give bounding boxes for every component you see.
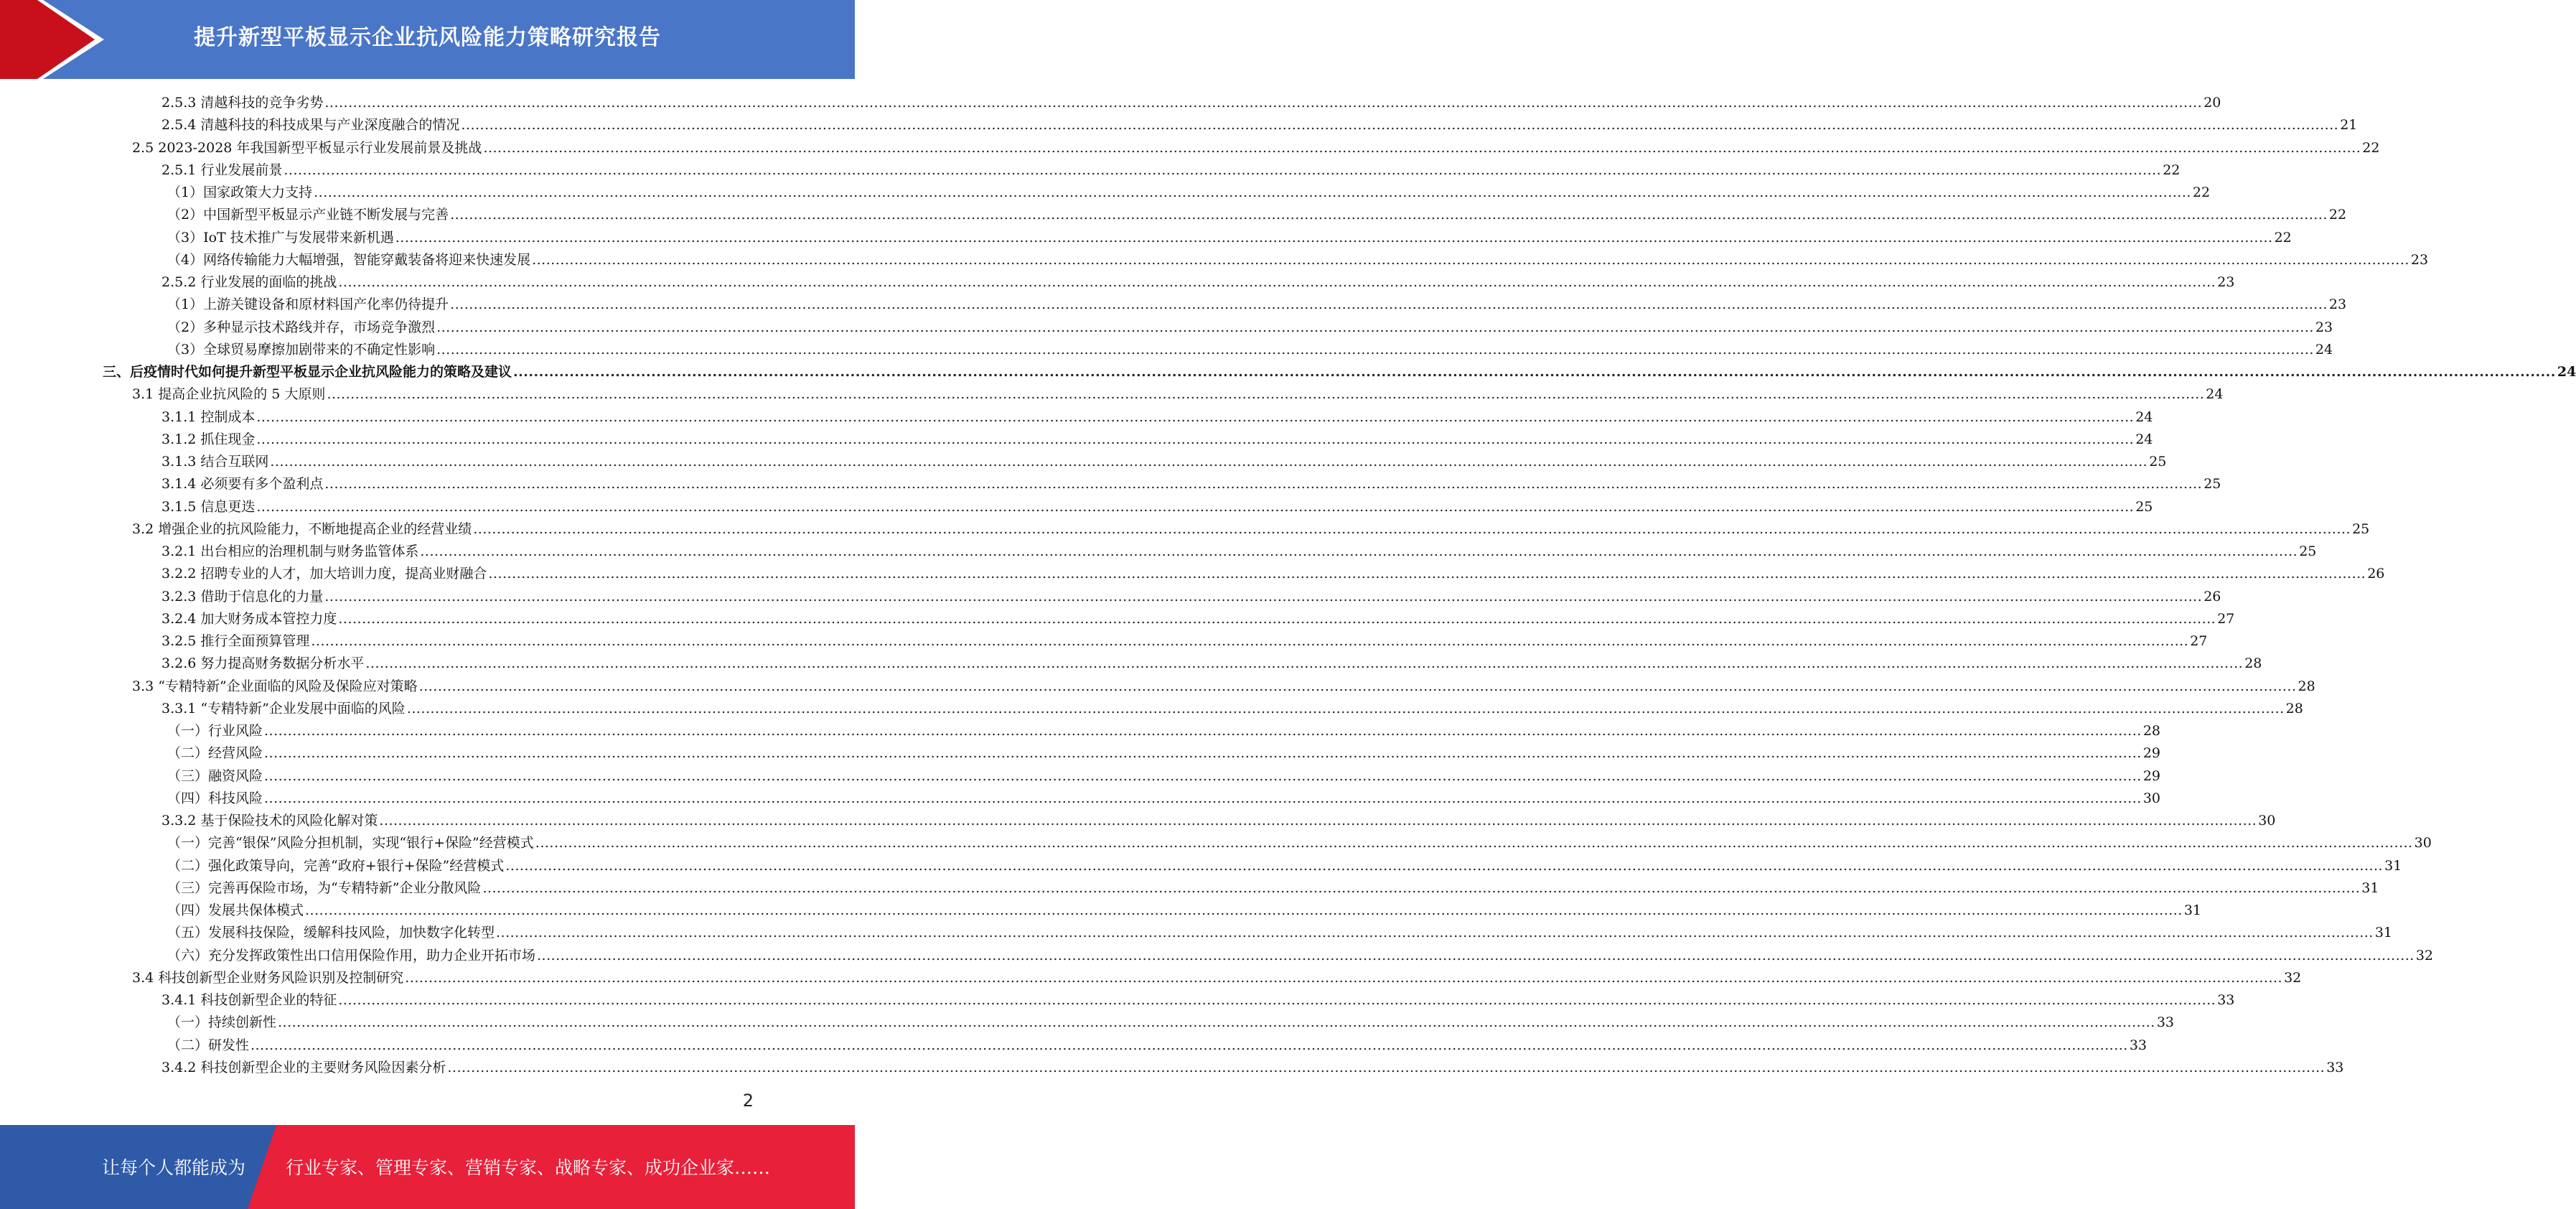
toc-entry-page: 33 [2129,1037,2148,1053]
toc-entry-page: 25 [2135,499,2153,515]
toc-entry-page: 22 [2163,162,2181,178]
document-title: 提升新型平板显示企业抗风险能力策略研究报告 [194,25,661,50]
toc-entry[interactable] [132,137,2380,159]
toc-leader-dots: ................................................................................................................................................................................................................................................................................................................................................................................................................ [327,386,2205,402]
toc-entry[interactable] [161,92,2221,113]
toc-entry[interactable] [167,227,2292,248]
toc-entry-page: 24 [2135,409,2153,425]
toc-leader-dots: ................................................................................................................................................................................................................................................................................................................................................................................................................ [365,655,2244,671]
toc-entry-title: 3.2 增强企业的抗风险能力，不断地提高企业的经营业绩 [132,521,472,537]
toc-entry-title: 2.5.2 行业发展的面临的挑战 [161,274,337,290]
toc-entry[interactable] [161,451,2167,472]
toc-leader-dots: ................................................................................................................................................................................................................................................................................................................................................................................................................ [278,1014,2155,1030]
toc-entry-title: （4）网络传输能力大幅增强，智能穿戴装备将迎来快速发展 [167,252,531,268]
toc-leader-dots: ................................................................................................................................................................................................................................................................................................................................................................................................................ [450,207,2328,223]
toc-entry-page: 28 [2298,678,2315,694]
toc-entry[interactable] [161,586,2221,607]
toc-entry-page: 30 [2258,813,2276,828]
toc-entry-title: （四）科技风险 [167,790,263,806]
toc-entry-title: 3.1.1 控制成本 [161,409,256,425]
toc-entry-page: 24 [2557,364,2576,380]
toc-entry[interactable] [161,810,2276,831]
toc-entry-title: （一）完善“银保”风险分担机制，实现“银行+保险”经营模式 [167,835,534,851]
toc-entry-page: 31 [2183,902,2202,918]
toc-entry-title: 3.2.4 加大财务成本管控力度 [161,611,337,627]
toc-entry[interactable] [167,1012,2175,1033]
toc-entry-title: 3.4.1 科技创新型企业的特征 [161,992,337,1008]
toc-entry-title: （一）行业风险 [167,723,263,739]
toc-entry-title: 2.5.1 行业发展前景 [161,162,283,178]
toc-entry-page: 22 [2192,185,2211,200]
toc-entry[interactable] [161,1057,2344,1078]
toc-entry-title: （三）完善再保险市场，为“专精特新”企业分散风险 [167,880,482,896]
toc-entry-page: 26 [2367,566,2385,582]
toc-leader-dots: ................................................................................................................................................................................................................................................................................................................................................................................................................ [311,633,2189,649]
toc-entry-title: 3.1.3 结合互联网 [161,454,269,470]
toc-entry-title: （1）国家政策大力支持 [167,185,313,200]
toc-entry-title: 3.2.5 推行全面预算管理 [161,633,310,649]
toc-leader-dots: ................................................................................................................................................................................................................................................................................................................................................................................................................ [447,1060,2326,1075]
toc-entry[interactable] [161,496,2153,518]
page-footer [0,1125,855,1209]
toc-entry-title: 3.3.1 “专精特新”企业发展中面临的风险 [161,701,406,716]
toc-leader-dots: ................................................................................................................................................................................................................................................................................................................................................................................................................ [513,364,2556,380]
toc-leader-dots: ................................................................................................................................................................................................................................................................................................................................................................................................................ [406,701,2285,716]
toc-entry[interactable] [161,541,2317,562]
header-arrow-graphic [0,0,115,79]
toc-leader-dots: ................................................................................................................................................................................................................................................................................................................................................................................................................ [270,454,2148,470]
toc-entry-title: （3）IoT 技术推广与发展带来新机遇 [167,230,394,246]
toc-entry-page: 33 [2217,992,2235,1008]
toc-entry-title: 2.5.4 清越科技的科技成果与产业深度融合的情况 [161,117,460,133]
toc-entry-page: 24 [2135,431,2153,447]
toc-leader-dots: ................................................................................................................................................................................................................................................................................................................................................................................................................ [250,1037,2128,1053]
toc-entry[interactable] [161,608,2235,630]
toc-entry-title: 3.4 科技创新型企业财务风险识别及控制研究 [132,970,404,986]
toc-entry[interactable] [167,249,2429,271]
toc-leader-dots: ................................................................................................................................................................................................................................................................................................................................................................................................................ [338,274,2216,290]
toc-entry-title: （三）融资风险 [167,768,263,784]
toc-entry[interactable] [167,900,2202,921]
toc-entry-page: 22 [2362,140,2380,156]
toc-entry[interactable] [167,294,2347,315]
toc-entry-title: 3.2.6 努力提高财务数据分析水平 [161,655,365,671]
toc-leader-dots: ................................................................................................................................................................................................................................................................................................................................................................................................................ [324,95,2203,111]
toc-leader-dots: ................................................................................................................................................................................................................................................................................................................................................................................................................ [483,140,2361,156]
toc-leader-dots: ................................................................................................................................................................................................................................................................................................................................................................................................................ [324,476,2203,492]
page-number: 2 [742,1091,754,1111]
toc-leader-dots: ................................................................................................................................................................................................................................................................................................................................................................................................................ [420,543,2298,559]
toc-entry[interactable] [132,676,2315,697]
toc-entry-title: （五）发展科技保险，缓解科技风险，加快数字化转型 [167,925,495,940]
toc-entry-page: 31 [2374,925,2393,940]
toc-entry[interactable] [161,114,2358,136]
toc-leader-dots: ................................................................................................................................................................................................................................................................................................................................................................................................................ [256,431,2135,447]
page-header [0,0,855,79]
toc-entry-title: 2.5.3 清越科技的竞争劣势 [161,95,324,111]
toc-entry-page: 24 [2315,342,2333,358]
toc-entry[interactable] [167,877,2379,899]
toc-entry[interactable] [161,698,2303,719]
toc-entry[interactable] [161,473,2221,495]
toc-leader-dots: ................................................................................................................................................................................................................................................................................................................................................................................................................ [284,162,2162,178]
toc-entry-page: 27 [2217,611,2235,627]
toc-entry-page: 33 [2156,1014,2175,1030]
toc-leader-dots: ................................................................................................................................................................................................................................................................................................................................................................................................................ [418,678,2297,694]
toc-entry-page: 33 [2326,1060,2344,1075]
toc-leader-dots: ................................................................................................................................................................................................................................................................................................................................................................................................................ [264,790,2142,806]
toc-leader-dots: ................................................................................................................................................................................................................................................................................................................................................................................................................ [256,409,2135,425]
toc-leader-dots: ................................................................................................................................................................................................................................................................................................................................................................................................................ [305,902,2183,918]
toc-entry-title: 3.2.3 借助于信息化的力量 [161,589,324,604]
toc-entry-page: 30 [2142,790,2161,806]
toc-leader-dots: ................................................................................................................................................................................................................................................................................................................................................................................................................ [338,611,2216,627]
toc-entry[interactable] [167,855,2402,877]
toc-entry-title: 2.5 2023-2028 年我国新型平板显示行业发展前景及挑战 [132,140,482,156]
toc-leader-dots: ................................................................................................................................................................................................................................................................................................................................................................................................................ [324,589,2203,604]
toc-leader-dots: ................................................................................................................................................................................................................................................................................................................................................................................................................ [505,858,2384,874]
toc-entry-title: 3.2.1 出台相应的治理机制与财务监管体系 [161,543,419,559]
toc-entry[interactable] [132,518,2370,540]
toc-entry-page: 25 [2299,543,2317,559]
toc-entry-title: （2）中国新型平板显示产业链不断发展与完善 [167,207,449,223]
toc-entry-page: 22 [2328,207,2347,223]
toc-entry-title: （二）研发性 [167,1037,250,1053]
toc-leader-dots: ................................................................................................................................................................................................................................................................................................................................................................................................................ [436,342,2314,358]
toc-entry-title: （3）全球贸易摩擦加剧带来的不确定性影响 [167,342,436,358]
toc-entry-page: 21 [2340,117,2358,133]
toc-entry[interactable] [161,563,2385,584]
toc-entry-title: （四）发展共保体模式 [167,902,304,918]
toc-entry-title: 3.3.2 基于保险技术的风险化解对策 [161,813,378,828]
toc-entry-title: （2）多种显示技术路线并存，市场竞争激烈 [167,319,436,335]
footer-slogan-left: 让每个人都能成为 [102,1157,246,1178]
toc-entry-page: 27 [2190,633,2208,649]
toc-leader-dots: ................................................................................................................................................................................................................................................................................................................................................................................................................ [473,521,2351,537]
toc-leader-dots: ................................................................................................................................................................................................................................................................................................................................................................................................................ [535,835,2413,851]
toc-entry[interactable] [167,720,2161,742]
toc-entry[interactable] [167,788,2161,809]
toc-entry-title: （二）强化政策导向，完善“政府+银行+保险”经营模式 [167,858,505,874]
toc-leader-dots: ................................................................................................................................................................................................................................................................................................................................................................................................................ [264,745,2142,761]
toc-leader-dots: ................................................................................................................................................................................................................................................................................................................................................................................................................ [379,813,2257,828]
toc-entry-title: （一）持续创新性 [167,1014,277,1030]
toc-entry-page: 26 [2203,589,2221,604]
toc-entry-title: 3.1.2 抓住现金 [161,431,256,447]
toc-entry-title: 三、后疫情时代如何提升新型平板显示企业抗风险能力的策略及建议 [103,364,512,380]
toc-entry[interactable] [161,271,2235,293]
toc-entry[interactable] [161,406,2153,428]
toc-leader-dots: ................................................................................................................................................................................................................................................................................................................................................................................................................ [314,185,2191,200]
toc-entry[interactable] [167,765,2161,787]
toc-entry-page: 29 [2142,745,2161,761]
toc-leader-dots: ................................................................................................................................................................................................................................................................................................................................................................................................................ [264,723,2142,739]
toc-entry-title: 3.1.5 信息更迭 [161,499,256,515]
toc-entry-title: 3.4.2 科技创新型企业的主要财务风险因素分析 [161,1060,446,1075]
toc-entry[interactable] [161,653,2262,674]
toc-leader-dots: ................................................................................................................................................................................................................................................................................................................................................................................................................ [450,297,2328,312]
toc-entry-page: 22 [2274,230,2292,246]
toc-leader-dots: ................................................................................................................................................................................................................................................................................................................................................................................................................ [461,117,2339,133]
toc-entry[interactable] [161,630,2208,652]
toc-entry[interactable] [167,339,2333,360]
toc-entry-page: 23 [2410,252,2429,268]
toc-entry-page: 24 [2206,386,2224,402]
toc-entry-page: 20 [2203,95,2221,111]
toc-entry-page: 31 [2361,880,2379,896]
toc-leader-dots: ................................................................................................................................................................................................................................................................................................................................................................................................................ [405,970,2283,986]
toc-entry[interactable] [167,922,2393,943]
toc-entry-title: 3.2.2 招聘专业的人才，加大培训力度，提高业财融合 [161,566,487,582]
toc-entry-page: 32 [2284,970,2302,986]
toc-leader-dots: ................................................................................................................................................................................................................................................................................................................................................................................................................ [256,499,2135,515]
toc-entry-page: 31 [2384,858,2402,874]
toc-leader-dots: ................................................................................................................................................................................................................................................................................................................................................................................................................ [264,768,2142,784]
toc-entry[interactable] [167,945,2434,966]
toc-entry-page: 28 [2142,723,2161,739]
toc-leader-dots: ................................................................................................................................................................................................................................................................................................................................................................................................................ [532,252,2409,268]
toc-leader-dots: ................................................................................................................................................................................................................................................................................................................................................................................................................ [482,880,2361,896]
toc-entry-title: （1）上游关键设备和原材料国产化率仍待提升 [167,297,449,312]
toc-leader-dots: ................................................................................................................................................................................................................................................................................................................................................................................................................ [395,230,2273,246]
toc-entry-title: 3.3 “专精特新”企业面临的风险及保险应对策略 [132,678,418,694]
toc-entry-page: 29 [2142,768,2161,784]
toc-entry-page: 28 [2285,701,2303,716]
toc-leader-dots: ................................................................................................................................................................................................................................................................................................................................................................................................................ [496,925,2374,940]
toc-entry[interactable] [161,989,2235,1011]
footer-slogan-right: 行业专家、管理专家、营销专家、战略专家、成功企业家…… [286,1157,771,1178]
toc-entry[interactable] [167,832,2432,854]
toc-entry-title: （六）充分发挥政策性出口信用保险作用，助力企业开拓市场 [167,948,536,963]
toc-entry[interactable] [167,204,2347,225]
toc-leader-dots: ................................................................................................................................................................................................................................................................................................................................................................................................................ [488,566,2366,582]
toc-entry[interactable] [167,317,2333,338]
toc-entry-page: 23 [2328,297,2347,312]
toc-entry-title: （二）经营风险 [167,745,263,761]
toc-leader-dots: ................................................................................................................................................................................................................................................................................................................................................................................................................ [537,948,2415,963]
toc-entry[interactable] [103,361,2576,383]
toc-leader-dots: ................................................................................................................................................................................................................................................................................................................................................................................................................ [338,992,2216,1008]
toc-entry[interactable] [132,383,2224,405]
toc-entry-page: 32 [2415,948,2434,963]
toc-entry-title: 3.1 提高企业抗风险的 5 大原则 [132,386,326,402]
toc-entry[interactable] [167,742,2161,764]
toc-leader-dots: ................................................................................................................................................................................................................................................................................................................................................................................................................ [436,319,2314,335]
toc-entry[interactable] [167,1035,2148,1056]
toc-entry-page: 25 [2149,454,2167,470]
toc-entry-page: 25 [2352,521,2370,537]
toc-entry[interactable] [161,429,2153,450]
toc-entry-page: 28 [2244,655,2262,671]
toc-entry[interactable] [132,967,2302,989]
toc-entry-page: 30 [2414,835,2432,851]
toc-entry-page: 25 [2203,476,2221,492]
toc-entry[interactable] [161,159,2181,181]
toc-entry-title: 3.1.4 必须要有多个盈利点 [161,476,324,492]
toc-entry-page: 23 [2315,319,2333,335]
toc-entry[interactable] [167,182,2211,203]
toc-entry-page: 23 [2217,274,2235,290]
